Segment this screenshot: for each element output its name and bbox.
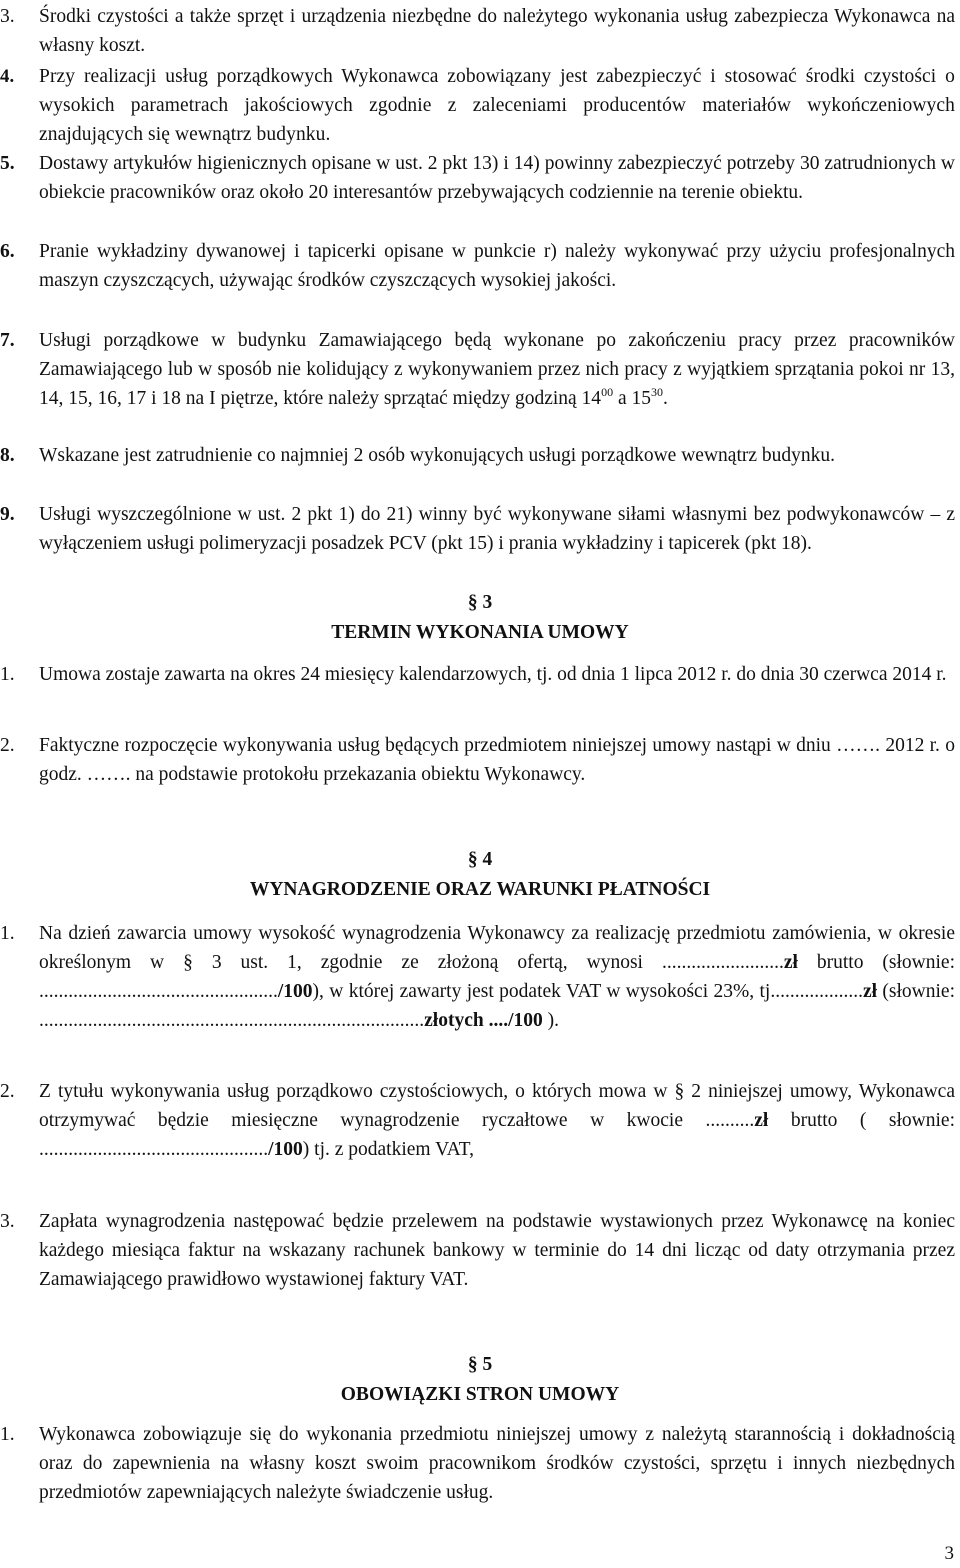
page-number: 3 (944, 1543, 954, 1564)
item-text: Wykonawca zobowiązuje się do wykonania przedmiotu niniejszej umowy z należytą starannością i dokładnością oraz do zapewnienia na własny koszt swoim pracownikom środków czystości, sprzętu i innych niezbędnych przedmiotów zapewniających należyte świadczenie usług. (39, 1424, 955, 1503)
list-item (0, 441, 955, 470)
list-item (0, 62, 955, 149)
item-number: 8. (0, 445, 15, 466)
item-number: 2. (0, 735, 15, 756)
list-item (0, 1420, 955, 1507)
section-title: OBOWIĄZKI STRON UMOWY (340, 1384, 620, 1405)
section-sign: § 3 (467, 592, 493, 613)
item-text: Umowa zostaje zawarta na okres 24 miesięcy kalendarzowych, tj. od dnia 1 lipca 2012 r. do dnia 30 czerwca 2014 r. (39, 664, 947, 685)
list-item (0, 500, 955, 558)
section-heading (0, 1350, 960, 1410)
item-text: Przy realizacji usług porządkowych Wykonawca zobowiązany jest zabezpieczyć i stosować środki czystości o wysokich parametrach jakościowych zgodnie z zaleceniami producentów materiałów wykończeniowych znajdujących się wewnątrz budynku. (39, 66, 955, 145)
list-item (0, 1077, 955, 1164)
list-item (0, 731, 955, 789)
item-text: Dostawy artykułów higienicznych opisane w ust. 2 pkt 13) i 14) powinny zabezpieczyć potrzeby 30 zatrudnionych w obiekcie pracowników oraz około 20 interesantów przebywających codziennie na terenie obiektu. (39, 153, 955, 203)
item-number: 9. (0, 504, 15, 525)
item-number: 3. (0, 6, 15, 27)
list-item (0, 1207, 955, 1294)
section-sign: § 5 (467, 1354, 493, 1375)
item-number: 1. (0, 1424, 15, 1445)
item-number: 1. (0, 664, 15, 685)
item-text: Na dzień zawarcia umowy wysokość wynagrodzenia Wykonawcy za realizację przedmiotu zamówienia, w okresie określonym w § 3 ust. 1, zgodnie ze złożoną ofertą, wynosi .........................zł brutto (słownie: ................................................./100), w której zawarty jest podatek VAT w wysokości 23%, tj...................zł (słownie: ...............................................................................złotych ..../100 ). (39, 923, 956, 1031)
item-text: Faktyczne rozpoczęcie wykonywania usług będących przedmiotem niniejszej umowy nastąpi w dniu ……. 2012 r. o godz. ……. na podstawie protokołu przekazania obiektu Wykonawcy. (39, 735, 955, 785)
section-title: WYNAGRODZENIE ORAZ WARUNKI PŁATNOŚCI (249, 879, 711, 900)
item-number: 5. (0, 153, 15, 174)
item-text: Z tytułu wykonywania usług porządkowo czystościowych, o których mowa w § 2 niniejszej umowy, Wykonawca otrzymywać będzie miesięczne wynagrodzenie ryczałtowe w kwocie ..........zł brutto ( słownie: .............................................../100) tj. z podatkiem VAT, (39, 1081, 955, 1160)
item-number: 1. (0, 923, 15, 944)
list-item (0, 326, 955, 413)
item-number: 3. (0, 1211, 15, 1232)
item-text: Środki czystości a także sprzęt i urządzenia niezbędne do należytego wykonania usług zabezpiecza Wykonawca na własny koszt. (39, 6, 955, 56)
item-text: Zapłata wynagrodzenia następować będzie przelewem na podstawie wystawionych przez Wykonawcę na koniec każdego miesiąca faktur na wskazany rachunek bankowy w terminie do 14 dni licząc od daty otrzymania przez Zamawiającego prawidłowo wystawionej faktury VAT. (39, 1211, 955, 1290)
list-item (0, 2, 955, 60)
item-number: 6. (0, 241, 15, 262)
item-text: Wskazane jest zatrudnienie co najmniej 2 osób wykonujących usługi porządkowe wewnątrz budynku. (39, 445, 836, 466)
section-sign: § 4 (467, 849, 493, 870)
list-item (0, 237, 955, 295)
list-item (0, 149, 955, 207)
section-title: TERMIN WYKONANIA UMOWY (331, 622, 629, 643)
item-text: Usługi porządkowe w budynku Zamawiającego będą wykonane po zakończeniu pracy przez pracowników Zamawiającego lub w sposób nie kolidujący z wykonywaniem przez nich pracy z wyjątkiem sprzątania pokoi nr 13, 14, 15, 16, 17 i 18 na I piętrze, które należy sprzątać między godziną $14^{00}$ a $15^{30}$. (39, 330, 955, 409)
item-text: Pranie wykładziny dywanowej i tapicerki opisane w punkcie r) należy wykonywać przy użyciu profesjonalnych maszyn czyszczących, używając środków czyszczących wysokiej jakości. (39, 241, 955, 291)
item-number: 4. (0, 66, 15, 87)
list-item (0, 919, 955, 1035)
list-item (0, 660, 955, 689)
item-text: Usługi wyszczególnione w ust. 2 pkt 1) do 21) winny być wykonywane siłami własnymi bez podwykonawców – z wyłączeniem usługi polimeryzacji posadzek PCV (pkt 15) i prania wykładziny i tapicerek (pkt 18). (39, 504, 955, 554)
item-number: 7. (0, 330, 15, 351)
section-heading (0, 588, 960, 648)
item-number: 2. (0, 1081, 15, 1102)
section-heading (0, 845, 960, 905)
